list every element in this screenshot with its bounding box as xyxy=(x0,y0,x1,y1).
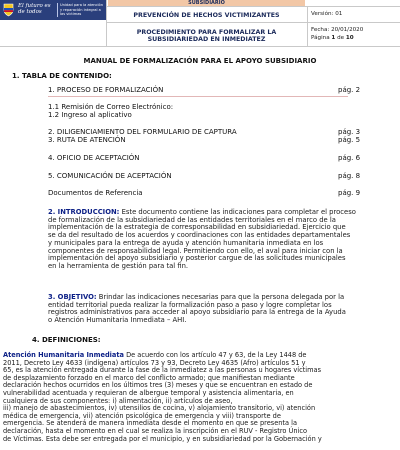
toc-entry[interactable]: 3. RUTA DE ATENCIÓN xyxy=(48,136,126,144)
page-number: 1 xyxy=(331,35,336,41)
section-heading: 2. INTRODUCCION: xyxy=(48,208,120,216)
toc-entry-page: pág. 3 xyxy=(338,128,361,136)
objective-paragraph xyxy=(48,294,388,325)
toc-underline xyxy=(48,96,348,97)
header-banner: SUBSIDIARIO xyxy=(108,0,305,6)
text-line: registros administrativos para acceder al apoyo subsidiario para la entrega de la Ayuda xyxy=(48,308,346,317)
toc-entry-page: pág. 9 xyxy=(338,189,361,197)
header-divider xyxy=(0,46,400,47)
text-line: de Víctimas. Esta debe ser entregada por el municipio, y en subsidiariedad por la Gobernación y xyxy=(3,434,322,443)
text-span: Este documento contiene las indicaciones para completar el proceso xyxy=(121,208,356,216)
toc-entry[interactable]: 1.2 Ingreso al aplicativo xyxy=(48,111,132,119)
toc-entry[interactable]: 1.1 Remisión de Correo Electrónico: xyxy=(48,103,174,111)
document-title: MANUAL DE FORMALIZACIÓN PARA EL APOYO SUBSIDIARIO xyxy=(83,57,317,65)
text-line: implementación del apoyo subsidiario y posterior cargue de las solicitudes municipales xyxy=(48,254,346,263)
toc-entry[interactable]: Documentos de Referencia xyxy=(48,189,143,197)
text-line: en la herramienta de gestión para tal fin. xyxy=(48,261,189,270)
section-title: PREVENCIÓN DE HECHOS VICTIMIZANTES xyxy=(133,11,280,19)
entity-logo xyxy=(0,0,106,20)
date-label: Fecha: 20/01/2020 xyxy=(311,27,364,33)
text-line: implementación de la estrategia de corresponsabilidad en subsidiariedad. Ejercicio que xyxy=(48,223,346,232)
version-label: Versión: 01 xyxy=(311,11,343,17)
text-line: y municipales para la entrega de ayuda y atención humanitaria inmediata en los xyxy=(48,238,324,247)
text-line: médica de emergencia, vii) atención psicológica de emergencia y viii) transporte de xyxy=(3,411,281,420)
text-line: entidad territorial pueda realizar la formalización paso a paso y logre completar los xyxy=(48,300,332,309)
header-divider xyxy=(106,0,107,46)
text-line: componentes de responsabilidad legal. Permitiendo con ello, el aval para iniciar con la xyxy=(48,246,343,255)
toc-heading: 1. TABLA DE CONTENIDO: xyxy=(12,72,112,80)
toc-entry-page: pág. 6 xyxy=(338,154,361,162)
toc-entry-page: pág. 8 xyxy=(338,172,361,180)
toc-entry[interactable]: 2. DILIGENCIAMIENTO DEL FORMULARIO DE CAPTURA xyxy=(48,128,237,136)
page-total: 10 xyxy=(345,35,354,41)
logo-slogan: El futuro es de todos xyxy=(18,3,51,15)
text-line: cualquiera de sus componentes: i) alimentación, ii) artículos de aseo, xyxy=(3,396,233,405)
header-divider xyxy=(106,6,400,7)
logo-divider xyxy=(57,3,58,17)
text-line: de desplazamiento forzado en el marco del conflicto armado; que manifiestan mediante xyxy=(3,373,295,382)
coat-of-arms-icon xyxy=(2,2,14,17)
text-line: se da del resultado de los acuerdos y coordinaciones con las entidades departamentales xyxy=(48,231,351,240)
toc-entry-page: pág. 5 xyxy=(338,136,361,144)
toc-entry-page: pág. 2 xyxy=(338,86,361,94)
text-line: declaración hechos ocurridos en los últimos tres (3) meses y que se encuentran en estado de xyxy=(3,381,313,390)
header-divider xyxy=(106,22,400,23)
text-line: 65, es la atención entregada durante la fase de la inmediatez a las personas u hogares víctimas xyxy=(3,366,322,375)
text-line: o Atención Humanitaria Inmediata – AHI. xyxy=(48,316,187,325)
text-span: De acuerdo con los artículo 47 y 63, de la Ley 1448 de xyxy=(123,351,307,359)
toc-entry[interactable]: 4. OFICIO DE ACEPTACIÓN xyxy=(48,154,140,162)
logo-unit-name: Unidad para la atención y reparación integral a las víctimas xyxy=(60,3,104,17)
procedure-title: PROCEDIMIENTO PARA FORMALIZAR LA SUBSIDIARIEDAD EN INMEDIATEZ xyxy=(136,28,277,43)
text-line: iii) manejo de abastecimientos, iv) utensilios de cocina, v) alojamiento transitorio, vi) atención xyxy=(3,404,316,413)
section-heading: 3. OBJETIVO: xyxy=(48,293,97,301)
definitions-paragraph xyxy=(3,352,397,443)
text-line: de formalización de la subsidiariedad de las entidades territoriales en el marco de la xyxy=(48,215,336,224)
text-span: Brindar las indicaciones necesarias para que la persona delegada por la xyxy=(98,293,345,301)
text-line: 2011, Decreto Ley 4633 (indígena) artículos 73 y 93, Decreto Ley 4635 (Afro) artículos 51 y xyxy=(3,358,306,367)
page-prefix: Página xyxy=(311,35,332,41)
text-line: declaración, hasta el momento en el cual se realiza la inscripción en el RUV - Registro Único xyxy=(3,426,308,435)
text-line: emergencia. Se atenderá de manera inmediata desde el momento en que se presenta la xyxy=(3,419,298,428)
page-indicator xyxy=(311,35,354,42)
introduction-paragraph xyxy=(48,209,388,271)
page-of: de xyxy=(335,35,346,41)
toc-entry[interactable]: 5. COMUNICACIÓN DE ACEPTACIÓN xyxy=(48,172,172,180)
toc-entry[interactable]: 1. PROCESO DE FORMALIZACIÓN xyxy=(48,86,164,94)
definition-term: Atención Humanitaria Inmediata xyxy=(3,351,124,359)
text-line: vulnerabilidad acentuada y requieran de albergue temporal y asistencia alimentaria, en xyxy=(3,388,294,397)
definitions-heading: 4. DEFINICIONES: xyxy=(32,336,101,344)
header-divider xyxy=(307,6,308,46)
